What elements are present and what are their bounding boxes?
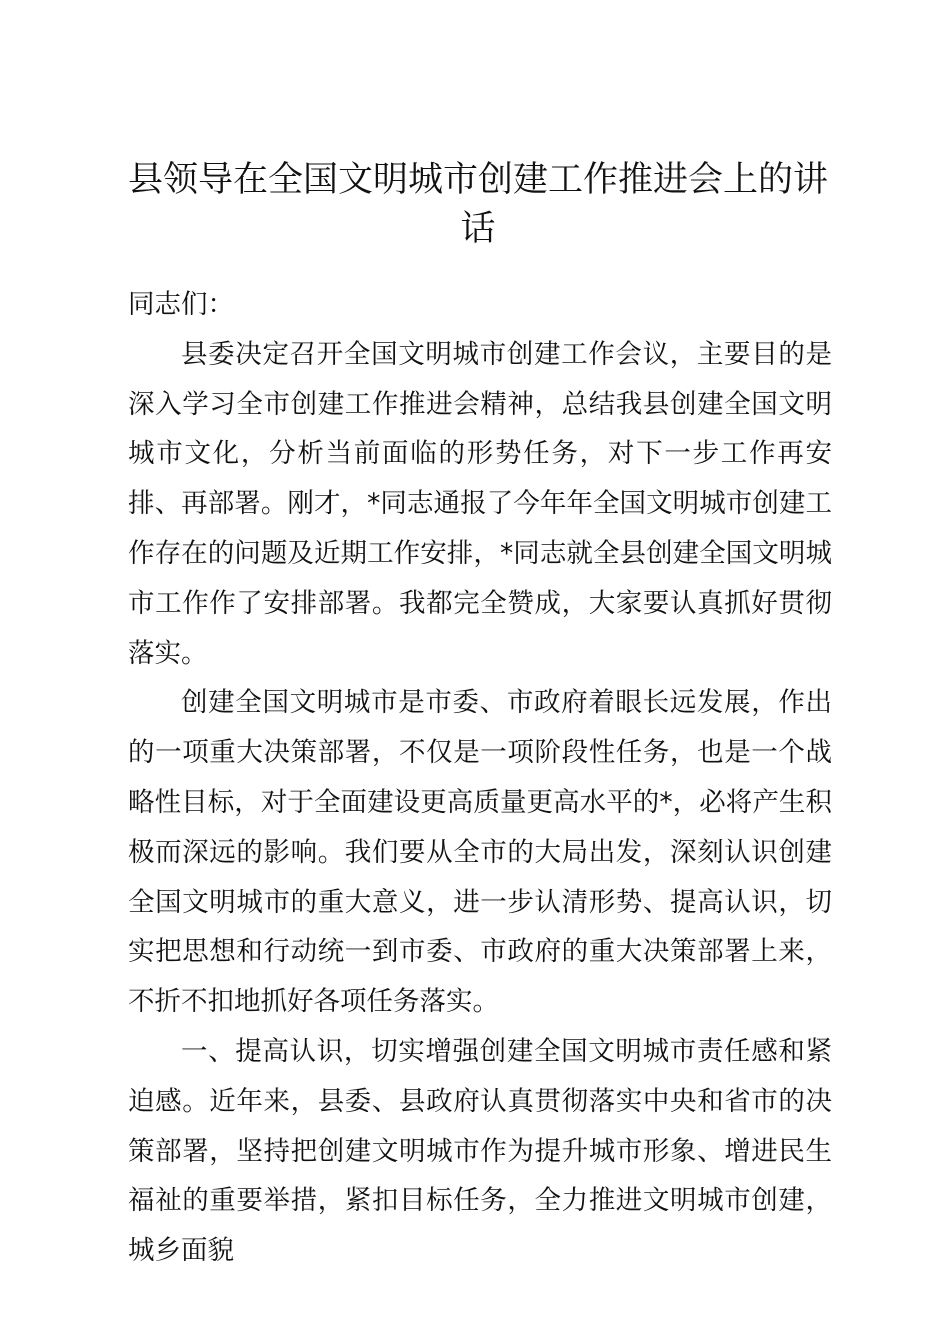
salutation: 同志们：	[128, 289, 234, 320]
paragraph-1: 县委决定召开全国文明城市创建工作会议，主要目的是深入学习全市创建工作推进会精神，总结我县创建全国文明城市文化，分析当前面临的形势任务，对下一步工作再安排、再部署。刚才，*同志通报了今年年全国文明城市创建工作存在的问题及近期工作安排，*同志就全县创建全国文明城市工作作了安排部署。我都完全赞成，大家要认真抓好贯彻落实。	[128, 338, 832, 669]
paragraph-3: 一、提高认识，切实增强创建全国文明城市责任感和紧迫感。近年来，县委、县政府认真贯彻落实中央和省市的决策部署，坚持把创建文明城市作为提升城市形象、增进民生福祉的重要举措，紧扣目标任务，全力推进文明城市创建，城乡面貌	[128, 1035, 832, 1267]
paragraph-2: 创建全国文明城市是市委、市政府着眼长远发展，作出的一项重大决策部署，不仅是一项阶段性任务，也是一个战略性目标，对于全面建设更高质量更高水平的*，必将产生积极而深远的影响。我们要从全市的大局出发，深刻认识创建全国文明城市的重大意义，进一步认清形势、提高认识，切实把思想和行动统一到市委、市政府的重大决策部署上来，不折不扣地抓好各项任务落实。	[128, 687, 832, 1018]
document-title: 县领导在全国文明城市创建工作推进会上的讲话	[127, 160, 828, 249]
document-body	[128, 280, 832, 1276]
